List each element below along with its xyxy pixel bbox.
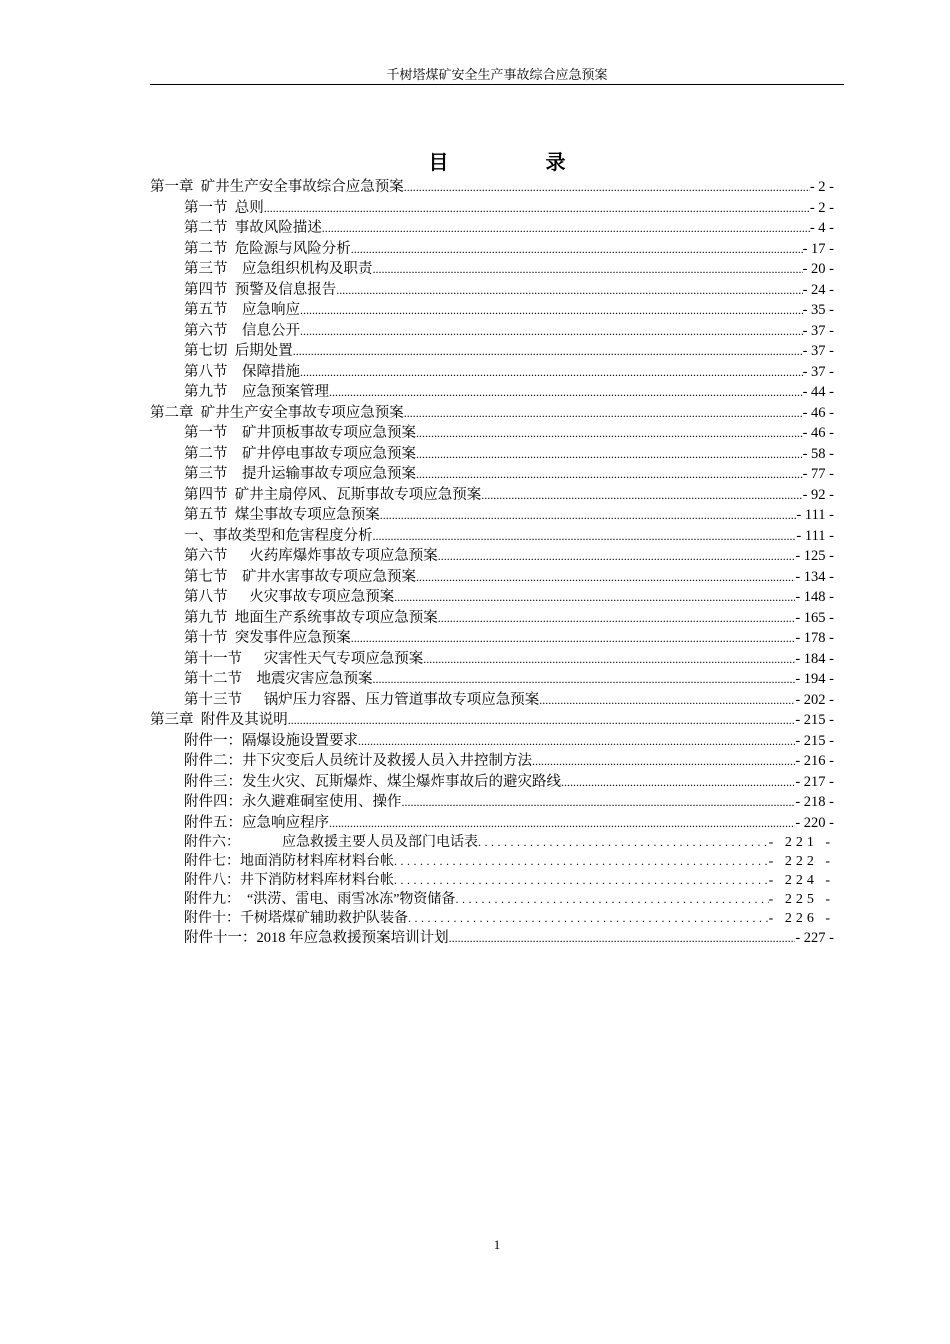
toc-entry-page: - 2 - [809, 199, 834, 216]
dot-leader [394, 871, 769, 890]
header-rule [150, 84, 844, 85]
dot-leader [394, 852, 769, 871]
dot-leader [561, 772, 795, 793]
toc-entry[interactable] [150, 731, 834, 752]
toc-entry-page: - 225 - [768, 892, 834, 907]
toc-entry[interactable] [150, 362, 834, 383]
toc-entry-label: 第一节 矿井顶板事故专项应急预案 [184, 425, 416, 441]
toc-entry-page: - 215 - [795, 712, 834, 728]
page-number: 1 [493, 1237, 501, 1252]
toc-entry[interactable] [150, 198, 834, 219]
toc-entry[interactable] [150, 382, 834, 403]
toc-entry-page: - 37 - [802, 363, 834, 380]
dot-leader [336, 280, 802, 301]
toc-entry-page: - 202 - [795, 691, 834, 708]
toc-entry[interactable] [150, 444, 834, 465]
toc-entry-page: - 178 - [795, 630, 834, 646]
toc-entry-label: 第一节 总则 [184, 199, 264, 216]
toc-entry-page: - 227 - [795, 930, 834, 946]
toc-entry-page: - 46 - [802, 425, 834, 441]
toc-entry[interactable] [150, 464, 834, 485]
dot-leader [478, 833, 769, 852]
toc-entry[interactable] [150, 505, 834, 526]
dot-leader [300, 300, 803, 321]
dot-leader [293, 341, 803, 362]
table-of-contents [150, 177, 834, 949]
toc-entry-label: 第八节 火灾事故专项应急预案 [184, 589, 395, 605]
toc-entry-page: - 37 - [802, 343, 834, 359]
toc-entry-label: 附件十一：2018 年应急救援预案培训计划 [184, 930, 449, 946]
toc-entry-label: 第九节 地面生产系统事故专项应急预案 [184, 609, 438, 626]
toc-entry[interactable] [150, 526, 834, 547]
dot-leader [373, 526, 797, 547]
toc-entry[interactable] [150, 485, 834, 506]
dot-leader [380, 505, 797, 526]
toc-entry-page: - 37 - [802, 322, 834, 339]
toc-entry-page: - 111 - [796, 527, 834, 544]
toc-entry-label: 第九节 应急预案管理 [184, 384, 329, 400]
toc-entry[interactable] [150, 852, 834, 871]
dot-leader [322, 218, 810, 239]
toc-entry[interactable] [150, 177, 834, 198]
toc-entry-label: 第六节 火药库爆炸事故专项应急预案 [184, 548, 438, 564]
toc-entry-label: 附件四：永久避难硐室使用、操作 [184, 794, 402, 810]
dot-leader [404, 177, 810, 198]
dot-leader [373, 669, 796, 690]
toc-entry-page: - 125 - [795, 548, 834, 564]
dot-leader [416, 423, 803, 444]
dot-leader [408, 909, 769, 928]
toc-entry[interactable] [150, 280, 834, 301]
toc-entry-label: 第一章 矿井生产安全事故综合应急预案 [150, 179, 404, 195]
dot-leader [288, 710, 796, 731]
toc-entry-page: - 35 - [802, 302, 834, 318]
toc-entry[interactable] [150, 909, 834, 928]
toc-entry-label: 第十一节 灾害性天气专项应急预案 [184, 650, 424, 667]
toc-entry[interactable] [150, 772, 834, 793]
toc-entry-label: 第三章 附件及其说明 [150, 712, 288, 728]
toc-entry[interactable] [150, 628, 834, 649]
toc-entry-page: - 2 - [809, 179, 834, 195]
dot-leader [449, 928, 796, 949]
toc-entry[interactable] [150, 792, 834, 813]
toc-entry-label: 第五节 应急响应 [184, 302, 300, 318]
toc-entry[interactable] [150, 567, 834, 588]
dot-leader [416, 567, 795, 588]
toc-entry[interactable] [150, 259, 834, 280]
toc-entry-label: 第十节 突发事件应急预案 [184, 630, 351, 646]
toc-entry-page: - 226 - [768, 911, 834, 926]
dot-leader [416, 464, 803, 485]
toc-entry-page: - 92 - [802, 486, 834, 503]
toc-entry[interactable] [150, 341, 834, 362]
toc-entry-label: 附件八：井下消防材料库材料台帐 [184, 873, 394, 888]
toc-entry-page: - 218 - [795, 794, 834, 810]
toc-entry-label: 第二节 事故风险描述 [184, 220, 322, 236]
toc-entry-page: - 111 - [796, 507, 834, 523]
toc-entry-label: 第七节 矿井水害事故专项应急预案 [184, 568, 416, 585]
toc-entry-label: 第二节 矿井停电事故专项应急预案 [184, 445, 416, 462]
toc-entry[interactable] [150, 321, 834, 342]
toc-entry[interactable] [150, 710, 834, 731]
toc-entry[interactable] [150, 300, 834, 321]
toc-entry-label: 第四节 预警及信息报告 [184, 281, 337, 298]
toc-entry-page: - 20 - [802, 261, 834, 277]
toc-entry[interactable] [150, 928, 834, 949]
dot-leader [329, 813, 795, 834]
toc-entry-label: 第五节 煤尘事故专项应急预案 [184, 507, 380, 523]
dot-leader [481, 485, 802, 506]
toc-entry-page: - 134 - [795, 568, 834, 585]
toc-entry-label: 附件五：应急响应程序 [184, 814, 329, 831]
toc-entry-label: 第四节 矿井主扇停风、瓦斯事故专项应急预案 [184, 486, 482, 503]
toc-entry-label: 附件二：井下灾变后人员统计及救援人员入井控制方法 [184, 753, 532, 769]
toc-entry[interactable] [150, 608, 834, 629]
toc-entry-label: 附件一：隔爆设施设置要求 [184, 732, 358, 749]
toc-entry-page: - 184 - [795, 650, 834, 667]
toc-entry-page: - 58 - [802, 445, 834, 462]
toc-entry[interactable] [150, 690, 834, 711]
toc-entry[interactable] [150, 751, 834, 772]
toc-entry-label: 第八节 保障措施 [184, 363, 300, 380]
toc-entry[interactable] [150, 423, 834, 444]
dot-leader [416, 444, 803, 465]
dot-leader [539, 690, 795, 711]
dot-leader [358, 731, 795, 752]
toc-entry-label: 一、事故类型和危害程度分析 [184, 527, 373, 544]
toc-entry[interactable] [150, 218, 834, 239]
dot-leader [394, 587, 795, 608]
toc-entry[interactable] [150, 239, 834, 260]
dot-leader [351, 239, 803, 260]
toc-entry-label: 第二节 危险源与风险分析 [184, 240, 351, 257]
toc-entry-label: 第十三节 锅炉压力容器、压力管道事故专项应急预案 [184, 691, 540, 708]
toc-entry-page: - 220 - [795, 814, 834, 831]
toc-entry-page: - 222 - [768, 854, 834, 869]
toc-entry-page: - 148 - [795, 589, 834, 605]
dot-leader [300, 321, 803, 342]
toc-entry[interactable] [150, 587, 834, 608]
toc-entry[interactable] [150, 813, 834, 834]
toc-entry-page: - 215 - [795, 732, 834, 749]
toc-entry-label: 第六节 信息公开 [184, 322, 300, 339]
toc-entry-page: - 77 - [802, 466, 834, 482]
dot-leader [329, 382, 803, 403]
toc-entry-page: - 224 - [768, 873, 834, 888]
toc-entry-label: 附件七：地面消防材料库材料台帐 [184, 854, 394, 869]
toc-entry-label: 第三节 提升运输事故专项应急预案 [184, 466, 416, 482]
toc-entry-page: - 44 - [802, 384, 834, 400]
dot-leader [264, 198, 810, 219]
toc-entry-page: - 46 - [802, 404, 834, 421]
toc-entry-label: 附件六： 应急救援主要人员及部门电话表 [184, 835, 478, 850]
toc-entry-page: - 216 - [795, 753, 834, 769]
toc-entry-label: 第三节 应急组织机构及职责 [184, 261, 373, 277]
toc-entry-page: - 17 - [802, 240, 834, 257]
toc-entry-label: 第七切 后期处置 [184, 343, 293, 359]
dot-leader [455, 890, 768, 909]
toc-entry[interactable] [150, 669, 834, 690]
toc-entry[interactable] [150, 890, 834, 909]
toc-entry[interactable] [150, 833, 834, 852]
toc-entry-page: - 194 - [795, 671, 834, 687]
running-header: 千树塔煤矿安全生产事故综合应急预案 [386, 67, 608, 82]
toc-entry-label: 第十二节 地震灾害应急预案 [184, 671, 373, 687]
dot-leader [438, 546, 796, 567]
dot-leader [351, 628, 796, 649]
dot-leader [423, 649, 795, 670]
toc-entry-label: 附件九： “洪涝、雷电、雨雪冰冻”物资储备 [184, 892, 456, 907]
toc-entry-label: 第二章 矿井生产安全事故专项应急预案 [150, 404, 404, 421]
toc-title: 目 录 [428, 152, 612, 174]
dot-leader [404, 403, 803, 424]
dot-leader [438, 608, 796, 629]
toc-entry[interactable] [150, 546, 834, 567]
toc-entry-page: - 24 - [802, 281, 834, 298]
toc-entry-label: 附件三：发生火灾、瓦斯爆炸、煤尘爆炸事故后的避灾路线 [184, 773, 561, 790]
toc-entry-page: - 4 - [809, 220, 834, 236]
dot-leader [402, 792, 796, 813]
toc-entry[interactable] [150, 649, 834, 670]
toc-entry-label: 附件十：千树塔煤矿辅助救护队装备 [184, 911, 408, 926]
toc-entry[interactable] [150, 871, 834, 890]
toc-entry-page: - 165 - [795, 609, 834, 626]
toc-entry-page: - 217 - [795, 773, 834, 790]
dot-leader [373, 259, 803, 280]
toc-entry-page: - 221 - [768, 835, 834, 850]
dot-leader [532, 751, 795, 772]
dot-leader [300, 362, 803, 383]
toc-entry[interactable] [150, 403, 834, 424]
